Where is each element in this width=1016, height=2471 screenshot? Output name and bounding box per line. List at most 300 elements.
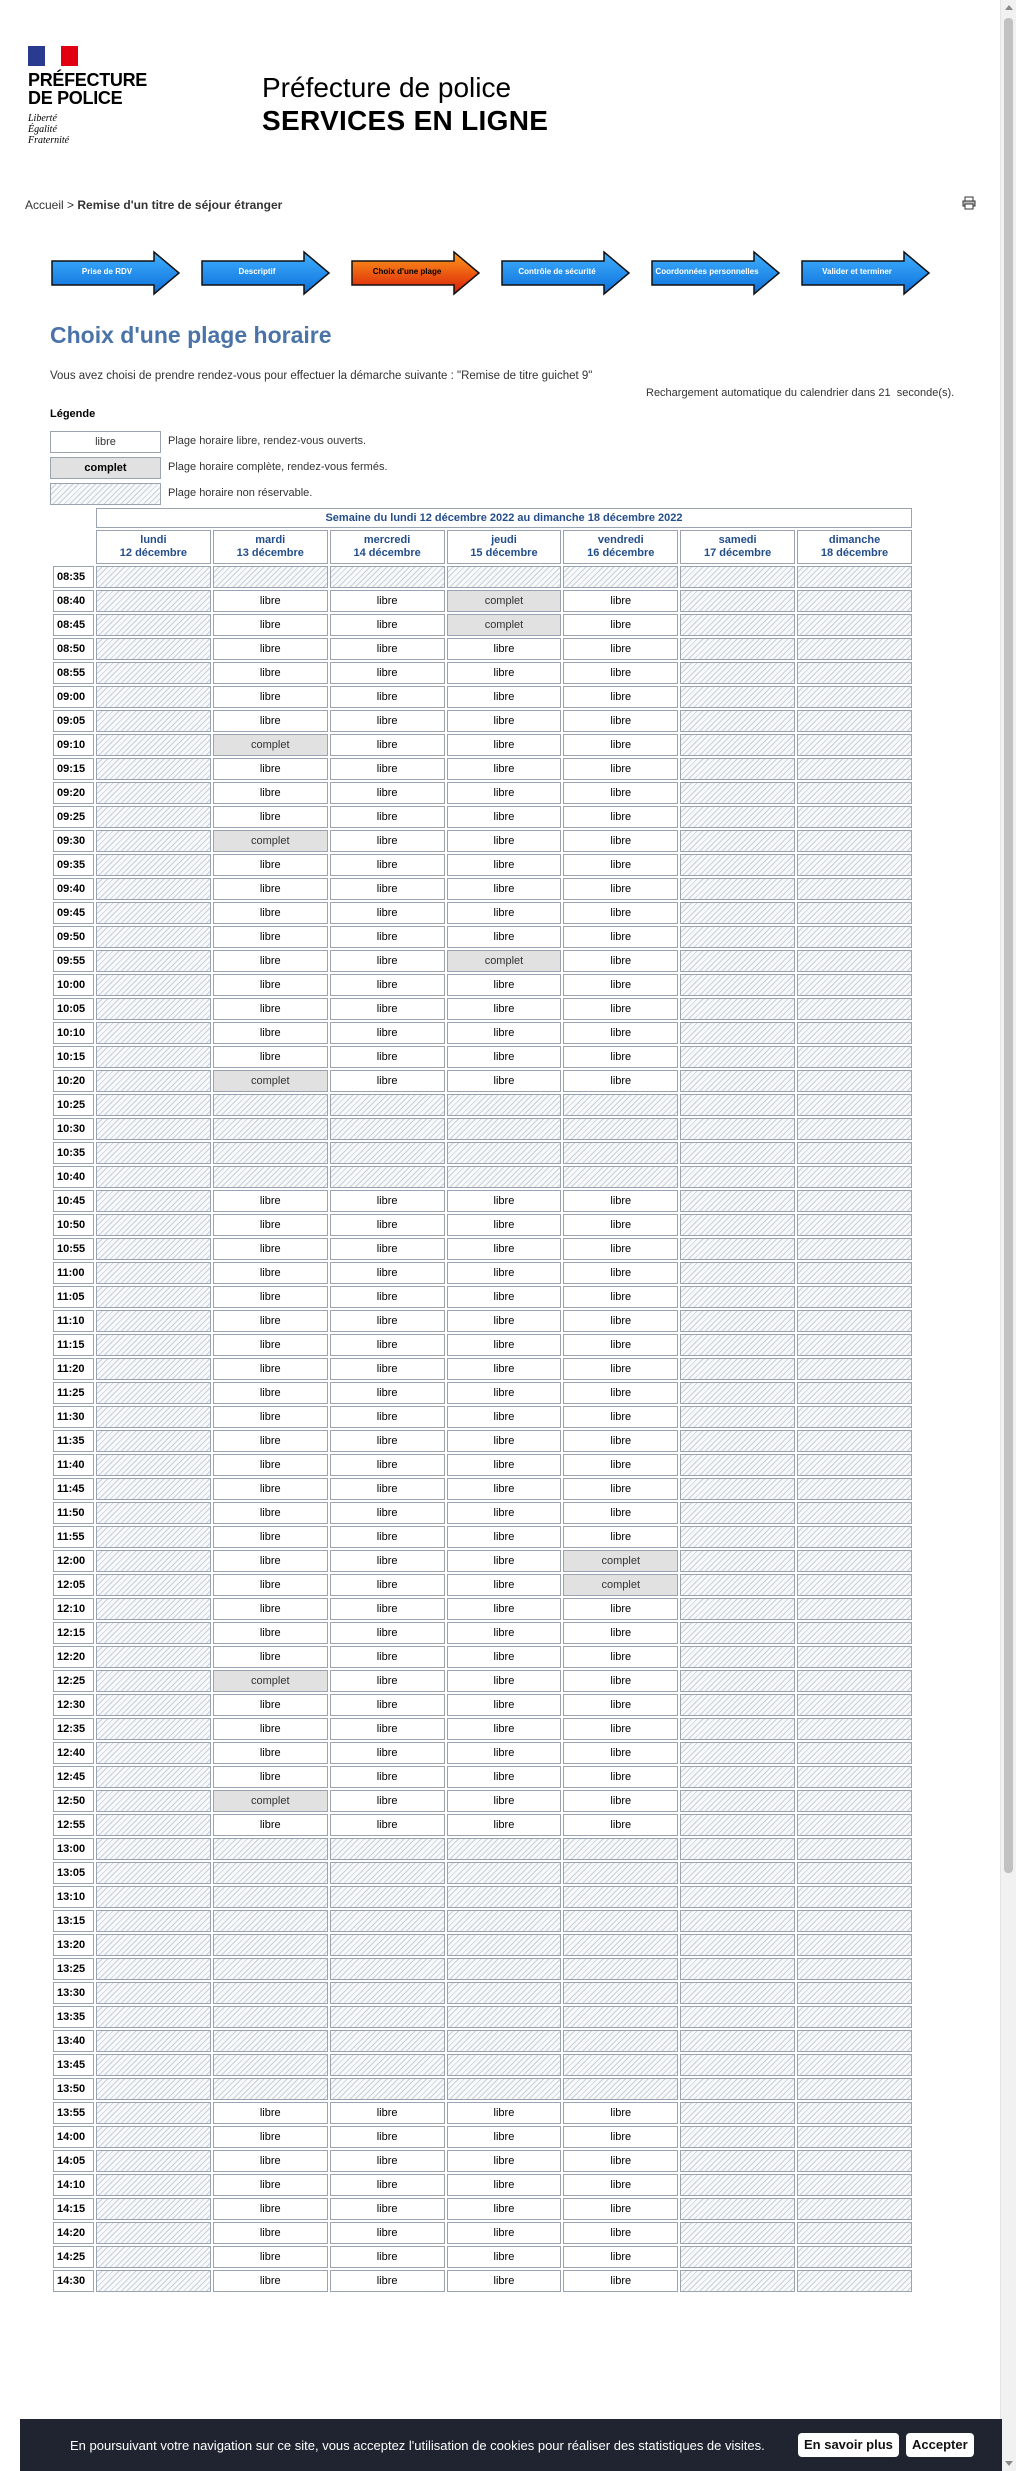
slot-libre[interactable]: libre	[330, 2222, 445, 2244]
time-row	[53, 1598, 912, 1620]
slot-complet: complet	[447, 614, 562, 636]
time-row	[53, 1646, 912, 1668]
slot-libre[interactable]: libre	[447, 1526, 562, 1548]
slot-libre[interactable]: libre	[213, 590, 328, 612]
slot-libre[interactable]: libre	[330, 2102, 445, 2124]
time-row	[53, 2270, 912, 2292]
slot-libre[interactable]: libre	[563, 1334, 678, 1356]
day-name: vendredi	[597, 534, 644, 546]
slot-nr	[797, 2246, 912, 2268]
slot-libre[interactable]: libre	[447, 2198, 562, 2220]
slot-libre[interactable]: libre	[563, 782, 678, 804]
slot-libre[interactable]: libre	[563, 998, 678, 1020]
slot-libre[interactable]: libre	[447, 1262, 562, 1284]
slot-libre[interactable]: libre	[563, 1526, 678, 1548]
slot-nr	[797, 782, 912, 804]
slot-nr	[797, 1670, 912, 1692]
slot-libre[interactable]: libre	[330, 662, 445, 684]
slot-libre[interactable]: libre	[213, 1382, 328, 1404]
slot-libre[interactable]: libre	[447, 1814, 562, 1836]
week-header: Semaine du lundi 12 décembre 2022 au dimanche 18 décembre 2022	[96, 508, 912, 528]
slot-libre[interactable]: libre	[447, 2222, 562, 2244]
slot-libre[interactable]: libre	[563, 1070, 678, 1092]
slot-libre[interactable]: libre	[213, 1742, 328, 1764]
time-label: 13:30	[53, 1982, 94, 2004]
slot-libre[interactable]: libre	[213, 950, 328, 972]
slot-libre[interactable]: libre	[213, 2270, 328, 2292]
slot-libre[interactable]: libre	[563, 1502, 678, 1524]
slot-libre[interactable]: libre	[447, 902, 562, 924]
slot-nr	[797, 1814, 912, 1836]
slot-libre[interactable]: libre	[330, 1454, 445, 1476]
slot-libre[interactable]: libre	[213, 2174, 328, 2196]
slot-libre[interactable]: libre	[330, 1694, 445, 1716]
slot-libre[interactable]: libre	[213, 614, 328, 636]
breadcrumb-separator: >	[67, 198, 75, 212]
slot-libre[interactable]: libre	[447, 1718, 562, 1740]
slot-libre[interactable]: libre	[330, 1022, 445, 1044]
slot-libre[interactable]: libre	[213, 1814, 328, 1836]
scroll-down-icon[interactable]	[1005, 2461, 1013, 2466]
slot-nr	[797, 1214, 912, 1236]
slot-libre[interactable]: libre	[563, 926, 678, 948]
slot-libre[interactable]: libre	[213, 1310, 328, 1332]
slot-libre[interactable]: libre	[447, 1550, 562, 1572]
slot-libre[interactable]: libre	[563, 878, 678, 900]
slot-nr	[96, 1334, 211, 1356]
slot-libre[interactable]: libre	[447, 1502, 562, 1524]
time-label: 10:15	[53, 1046, 94, 1068]
slot-libre[interactable]: libre	[563, 1382, 678, 1404]
slot-libre[interactable]: libre	[447, 926, 562, 948]
slot-libre[interactable]: libre	[563, 710, 678, 732]
slot-libre[interactable]: libre	[563, 1190, 678, 1212]
slot-libre[interactable]: libre	[563, 902, 678, 924]
slot-nr	[447, 2006, 562, 2028]
breadcrumb-home-link[interactable]: Accueil	[25, 198, 64, 212]
slot-libre[interactable]: libre	[330, 1070, 445, 1092]
slot-nr	[797, 1478, 912, 1500]
time-label: 11:00	[53, 1262, 94, 1284]
slot-libre[interactable]: libre	[447, 710, 562, 732]
slot-libre[interactable]: libre	[213, 1358, 328, 1380]
slot-libre[interactable]: libre	[447, 782, 562, 804]
slot-libre[interactable]: libre	[563, 1262, 678, 1284]
slot-nr	[330, 2054, 445, 2076]
time-label: 13:15	[53, 1910, 94, 1932]
cookie-text: En poursuivant votre navigation sur ce site, vous acceptez l'utilisation de cookies pour réaliser des statistiques de visites.	[70, 2438, 765, 2453]
time-label: 13:20	[53, 1934, 94, 1956]
slot-libre[interactable]: libre	[330, 590, 445, 612]
time-row	[53, 1094, 912, 1116]
slot-libre[interactable]: libre	[563, 1814, 678, 1836]
slot-libre[interactable]: libre	[213, 1478, 328, 1500]
scrollbar-thumb[interactable]	[1004, 18, 1013, 1873]
slot-libre[interactable]: libre	[213, 1430, 328, 1452]
slot-nr	[96, 734, 211, 756]
slot-nr	[797, 1334, 912, 1356]
time-label: 14:20	[53, 2222, 94, 2244]
time-label: 12:50	[53, 1790, 94, 1812]
slot-libre[interactable]: libre	[330, 902, 445, 924]
slot-libre[interactable]: libre	[213, 638, 328, 660]
slot-nr	[96, 1382, 211, 1404]
legend-libre-box: libre	[50, 431, 161, 453]
slot-libre[interactable]: libre	[330, 1262, 445, 1284]
slot-libre[interactable]: libre	[563, 806, 678, 828]
slot-libre[interactable]: libre	[213, 2102, 328, 2124]
slot-libre[interactable]: libre	[563, 2150, 678, 2172]
slot-libre[interactable]: libre	[213, 2246, 328, 2268]
slot-libre[interactable]: libre	[330, 998, 445, 1020]
time-row	[53, 1766, 912, 1788]
slot-libre[interactable]: libre	[213, 1550, 328, 1572]
slot-nr	[797, 734, 912, 756]
slot-libre[interactable]: libre	[213, 926, 328, 948]
reload-suffix: seconde(s).	[896, 387, 955, 399]
slot-libre[interactable]: libre	[563, 1214, 678, 1236]
slot-libre[interactable]: libre	[563, 1694, 678, 1716]
slot-libre[interactable]: libre	[563, 1646, 678, 1668]
slot-libre[interactable]: libre	[330, 974, 445, 996]
slot-libre[interactable]: libre	[330, 2126, 445, 2148]
time-label: 09:25	[53, 806, 94, 828]
slot-libre[interactable]: libre	[563, 734, 678, 756]
slot-libre[interactable]: libre	[563, 686, 678, 708]
slot-nr	[797, 1022, 912, 1044]
slot-libre[interactable]: libre	[330, 2270, 445, 2292]
slot-libre[interactable]: libre	[213, 2126, 328, 2148]
slot-libre[interactable]: libre	[563, 2246, 678, 2268]
slot-libre[interactable]: libre	[563, 974, 678, 996]
slot-nr	[680, 1382, 795, 1404]
slot-nr	[797, 614, 912, 636]
slot-libre[interactable]: libre	[330, 1790, 445, 1812]
slot-libre[interactable]: libre	[563, 2126, 678, 2148]
slot-libre[interactable]: libre	[330, 710, 445, 732]
slot-libre[interactable]: libre	[447, 998, 562, 1020]
slot-libre[interactable]: libre	[330, 1214, 445, 1236]
time-label: 14:10	[53, 2174, 94, 2196]
slot-libre[interactable]: libre	[330, 830, 445, 852]
slot-libre[interactable]: libre	[330, 1550, 445, 1572]
slot-libre[interactable]: libre	[563, 1742, 678, 1764]
print-icon[interactable]	[962, 196, 976, 210]
slot-libre[interactable]: libre	[563, 2222, 678, 2244]
slot-libre[interactable]: libre	[213, 1454, 328, 1476]
slot-libre[interactable]: libre	[213, 902, 328, 924]
slot-libre[interactable]: libre	[447, 1790, 562, 1812]
slot-libre[interactable]: libre	[330, 1430, 445, 1452]
slot-libre[interactable]: libre	[447, 1670, 562, 1692]
slot-libre[interactable]: libre	[447, 830, 562, 852]
slot-libre[interactable]: libre	[213, 2198, 328, 2220]
slot-libre[interactable]: libre	[213, 854, 328, 876]
slot-libre[interactable]: libre	[447, 1646, 562, 1668]
slot-libre[interactable]: libre	[213, 1262, 328, 1284]
slot-nr	[96, 1526, 211, 1548]
cookie-more-button[interactable]: En savoir plus	[798, 2433, 899, 2457]
slot-libre[interactable]: libre	[447, 1046, 562, 1068]
site-title	[262, 72, 548, 138]
slot-libre[interactable]: libre	[447, 1478, 562, 1500]
slot-complet: complet	[213, 1070, 328, 1092]
site-title-line2: SERVICES EN LIGNE	[262, 105, 549, 136]
slot-libre[interactable]: libre	[563, 2174, 678, 2196]
slot-libre[interactable]: libre	[447, 2150, 562, 2172]
slot-libre[interactable]: libre	[213, 1238, 328, 1260]
slot-libre[interactable]: libre	[330, 1286, 445, 1308]
slot-libre[interactable]: libre	[447, 1406, 562, 1428]
slot-libre[interactable]: libre	[447, 1430, 562, 1452]
slot-libre[interactable]: libre	[563, 1670, 678, 1692]
slot-libre[interactable]: libre	[447, 1454, 562, 1476]
slot-libre[interactable]: libre	[563, 1358, 678, 1380]
slot-nr	[96, 1286, 211, 1308]
slot-libre[interactable]: libre	[447, 638, 562, 660]
slot-libre[interactable]: libre	[447, 1382, 562, 1404]
slot-libre[interactable]: libre	[563, 638, 678, 660]
slot-libre[interactable]: libre	[563, 1622, 678, 1644]
slot-libre[interactable]: libre	[213, 662, 328, 684]
slot-libre[interactable]: libre	[563, 1454, 678, 1476]
slot-libre[interactable]: libre	[563, 1286, 678, 1308]
time-label: 12:20	[53, 1646, 94, 1668]
slot-libre[interactable]: libre	[563, 590, 678, 612]
slot-libre[interactable]: libre	[330, 1382, 445, 1404]
time-label: 14:25	[53, 2246, 94, 2268]
slot-libre[interactable]: libre	[447, 854, 562, 876]
slot-libre[interactable]: libre	[447, 686, 562, 708]
slot-libre[interactable]: libre	[447, 1766, 562, 1788]
slot-libre[interactable]: libre	[330, 1046, 445, 1068]
time-row	[53, 806, 912, 828]
slot-libre[interactable]: libre	[213, 1190, 328, 1212]
slot-nr	[680, 998, 795, 1020]
slot-nr	[96, 1598, 211, 1620]
slot-libre[interactable]: libre	[447, 1190, 562, 1212]
slot-libre[interactable]: libre	[447, 734, 562, 756]
slot-libre[interactable]: libre	[330, 1526, 445, 1548]
slot-libre[interactable]: libre	[447, 1694, 562, 1716]
slot-libre[interactable]: libre	[213, 998, 328, 1020]
slot-nr	[330, 1910, 445, 1932]
slot-libre[interactable]: libre	[447, 1238, 562, 1260]
slot-libre[interactable]: libre	[563, 1046, 678, 1068]
slot-libre[interactable]: libre	[330, 1478, 445, 1500]
slot-libre[interactable]: libre	[330, 854, 445, 876]
slot-libre[interactable]: libre	[330, 1190, 445, 1212]
time-label: 09:45	[53, 902, 94, 924]
prefecture-logo[interactable]	[28, 46, 158, 146]
slot-nr	[96, 1190, 211, 1212]
slot-libre[interactable]: libre	[330, 734, 445, 756]
slot-libre[interactable]: libre	[213, 1502, 328, 1524]
time-row	[53, 1982, 912, 2004]
slot-libre[interactable]: libre	[563, 1430, 678, 1452]
slot-libre[interactable]: libre	[213, 1046, 328, 1068]
slot-nr	[563, 1118, 678, 1140]
slot-libre[interactable]: libre	[213, 1214, 328, 1236]
slot-libre[interactable]: libre	[330, 686, 445, 708]
slot-libre[interactable]: libre	[213, 878, 328, 900]
slot-libre[interactable]: libre	[447, 2174, 562, 2196]
slot-libre[interactable]: libre	[213, 2222, 328, 2244]
slot-nr	[680, 1934, 795, 1956]
slot-libre[interactable]: libre	[447, 1334, 562, 1356]
slot-libre[interactable]: libre	[447, 2246, 562, 2268]
slot-libre[interactable]: libre	[563, 662, 678, 684]
slot-libre[interactable]: libre	[213, 1526, 328, 1548]
slot-nr	[96, 1886, 211, 1908]
slot-libre[interactable]: libre	[447, 1358, 562, 1380]
slot-libre[interactable]: libre	[213, 1622, 328, 1644]
slot-libre[interactable]: libre	[330, 1238, 445, 1260]
slot-nr	[96, 2030, 211, 2052]
slot-libre[interactable]: libre	[213, 2150, 328, 2172]
slot-nr	[680, 902, 795, 924]
slot-libre[interactable]: libre	[447, 878, 562, 900]
slot-libre[interactable]: libre	[330, 1598, 445, 1620]
slot-libre[interactable]: libre	[213, 974, 328, 996]
slot-libre[interactable]: libre	[330, 1334, 445, 1356]
slot-libre[interactable]: libre	[330, 878, 445, 900]
slot-nr	[797, 2030, 912, 2052]
slot-libre[interactable]: libre	[563, 830, 678, 852]
slot-libre[interactable]: libre	[447, 1286, 562, 1308]
slot-nr	[797, 1886, 912, 1908]
slot-nr	[797, 1118, 912, 1140]
time-row	[53, 1118, 912, 1140]
slot-libre[interactable]: libre	[213, 758, 328, 780]
time-row	[53, 686, 912, 708]
slot-libre[interactable]: libre	[213, 782, 328, 804]
slot-nr	[96, 806, 211, 828]
slot-libre[interactable]: libre	[447, 1574, 562, 1596]
slot-nr	[96, 758, 211, 780]
slot-libre[interactable]: libre	[213, 1694, 328, 1716]
slot-libre[interactable]: libre	[447, 1742, 562, 1764]
slot-libre[interactable]: libre	[330, 1310, 445, 1332]
slot-libre[interactable]: libre	[330, 1646, 445, 1668]
slot-libre[interactable]: libre	[330, 926, 445, 948]
time-label: 08:40	[53, 590, 94, 612]
slot-nr	[680, 1766, 795, 1788]
slot-libre[interactable]: libre	[330, 2150, 445, 2172]
slot-libre[interactable]: libre	[447, 1622, 562, 1644]
slot-libre[interactable]: libre	[330, 2174, 445, 2196]
slot-libre[interactable]: libre	[213, 710, 328, 732]
slot-libre[interactable]: libre	[330, 1406, 445, 1428]
slot-libre[interactable]: libre	[563, 1238, 678, 1260]
slot-libre[interactable]: libre	[330, 2246, 445, 2268]
slot-libre[interactable]: libre	[563, 614, 678, 636]
slot-libre[interactable]: libre	[447, 2102, 562, 2124]
slot-libre[interactable]: libre	[330, 1502, 445, 1524]
slot-libre[interactable]: libre	[213, 1334, 328, 1356]
slot-libre[interactable]: libre	[563, 1598, 678, 1620]
time-label: 11:40	[53, 1454, 94, 1476]
slot-libre[interactable]: libre	[330, 1358, 445, 1380]
slot-libre[interactable]: libre	[447, 1070, 562, 1092]
slot-libre[interactable]: libre	[447, 974, 562, 996]
slot-libre[interactable]: libre	[213, 1406, 328, 1428]
slot-nr	[96, 2246, 211, 2268]
slot-libre[interactable]: libre	[330, 1574, 445, 1596]
time-label: 11:20	[53, 1358, 94, 1380]
time-label: 10:00	[53, 974, 94, 996]
slot-libre[interactable]: libre	[330, 614, 445, 636]
slot-libre[interactable]: libre	[447, 2126, 562, 2148]
slot-libre[interactable]: libre	[330, 1622, 445, 1644]
slot-libre[interactable]: libre	[213, 1022, 328, 1044]
time-label: 13:10	[53, 1886, 94, 1908]
slot-libre[interactable]: libre	[447, 806, 562, 828]
slot-libre[interactable]: libre	[213, 1718, 328, 1740]
slot-libre[interactable]: libre	[213, 686, 328, 708]
slot-libre[interactable]: libre	[330, 638, 445, 660]
slot-libre[interactable]: libre	[330, 806, 445, 828]
slot-libre[interactable]: libre	[447, 662, 562, 684]
slot-libre[interactable]: libre	[563, 2270, 678, 2292]
scroll-up-icon[interactable]	[1005, 5, 1013, 10]
slot-libre[interactable]: libre	[563, 1790, 678, 1812]
slot-libre[interactable]: libre	[563, 1310, 678, 1332]
slot-libre[interactable]: libre	[447, 1310, 562, 1332]
slot-libre[interactable]: libre	[213, 1598, 328, 1620]
slot-libre[interactable]: libre	[563, 854, 678, 876]
slot-nr	[680, 854, 795, 876]
slot-libre[interactable]: libre	[330, 1742, 445, 1764]
slot-nr	[680, 2102, 795, 2124]
slot-libre[interactable]: libre	[330, 782, 445, 804]
slot-libre[interactable]: libre	[447, 1214, 562, 1236]
slot-libre[interactable]: libre	[213, 1766, 328, 1788]
slot-nr	[96, 1814, 211, 1836]
slot-libre[interactable]: libre	[563, 950, 678, 972]
slot-libre[interactable]: libre	[330, 1718, 445, 1740]
time-row	[53, 1670, 912, 1692]
time-row	[53, 1238, 912, 1260]
slot-libre[interactable]: libre	[563, 1478, 678, 1500]
slot-libre[interactable]: libre	[330, 2198, 445, 2220]
vertical-scrollbar[interactable]	[1000, 0, 1016, 2471]
slot-libre[interactable]: libre	[447, 1598, 562, 1620]
slot-libre[interactable]: libre	[330, 1766, 445, 1788]
slot-libre[interactable]: libre	[330, 1670, 445, 1692]
slot-libre[interactable]: libre	[563, 1766, 678, 1788]
slot-libre[interactable]: libre	[447, 2270, 562, 2292]
slot-libre[interactable]: libre	[563, 1406, 678, 1428]
slot-nr	[680, 1094, 795, 1116]
slot-libre[interactable]: libre	[213, 1646, 328, 1668]
slot-libre[interactable]: libre	[447, 758, 562, 780]
slot-libre[interactable]: libre	[563, 1718, 678, 1740]
slot-libre[interactable]: libre	[563, 1022, 678, 1044]
slot-libre[interactable]: libre	[213, 1574, 328, 1596]
slot-libre[interactable]: libre	[563, 2102, 678, 2124]
slot-libre[interactable]: libre	[213, 1286, 328, 1308]
cookie-accept-button[interactable]: Accepter	[906, 2433, 974, 2457]
time-row	[53, 1958, 912, 1980]
slot-libre[interactable]: libre	[330, 950, 445, 972]
slot-libre[interactable]: libre	[330, 1814, 445, 1836]
slot-libre[interactable]: libre	[563, 2198, 678, 2220]
slot-libre[interactable]: libre	[213, 806, 328, 828]
slot-libre[interactable]: libre	[447, 1022, 562, 1044]
slot-libre[interactable]: libre	[330, 758, 445, 780]
slot-libre[interactable]: libre	[563, 758, 678, 780]
